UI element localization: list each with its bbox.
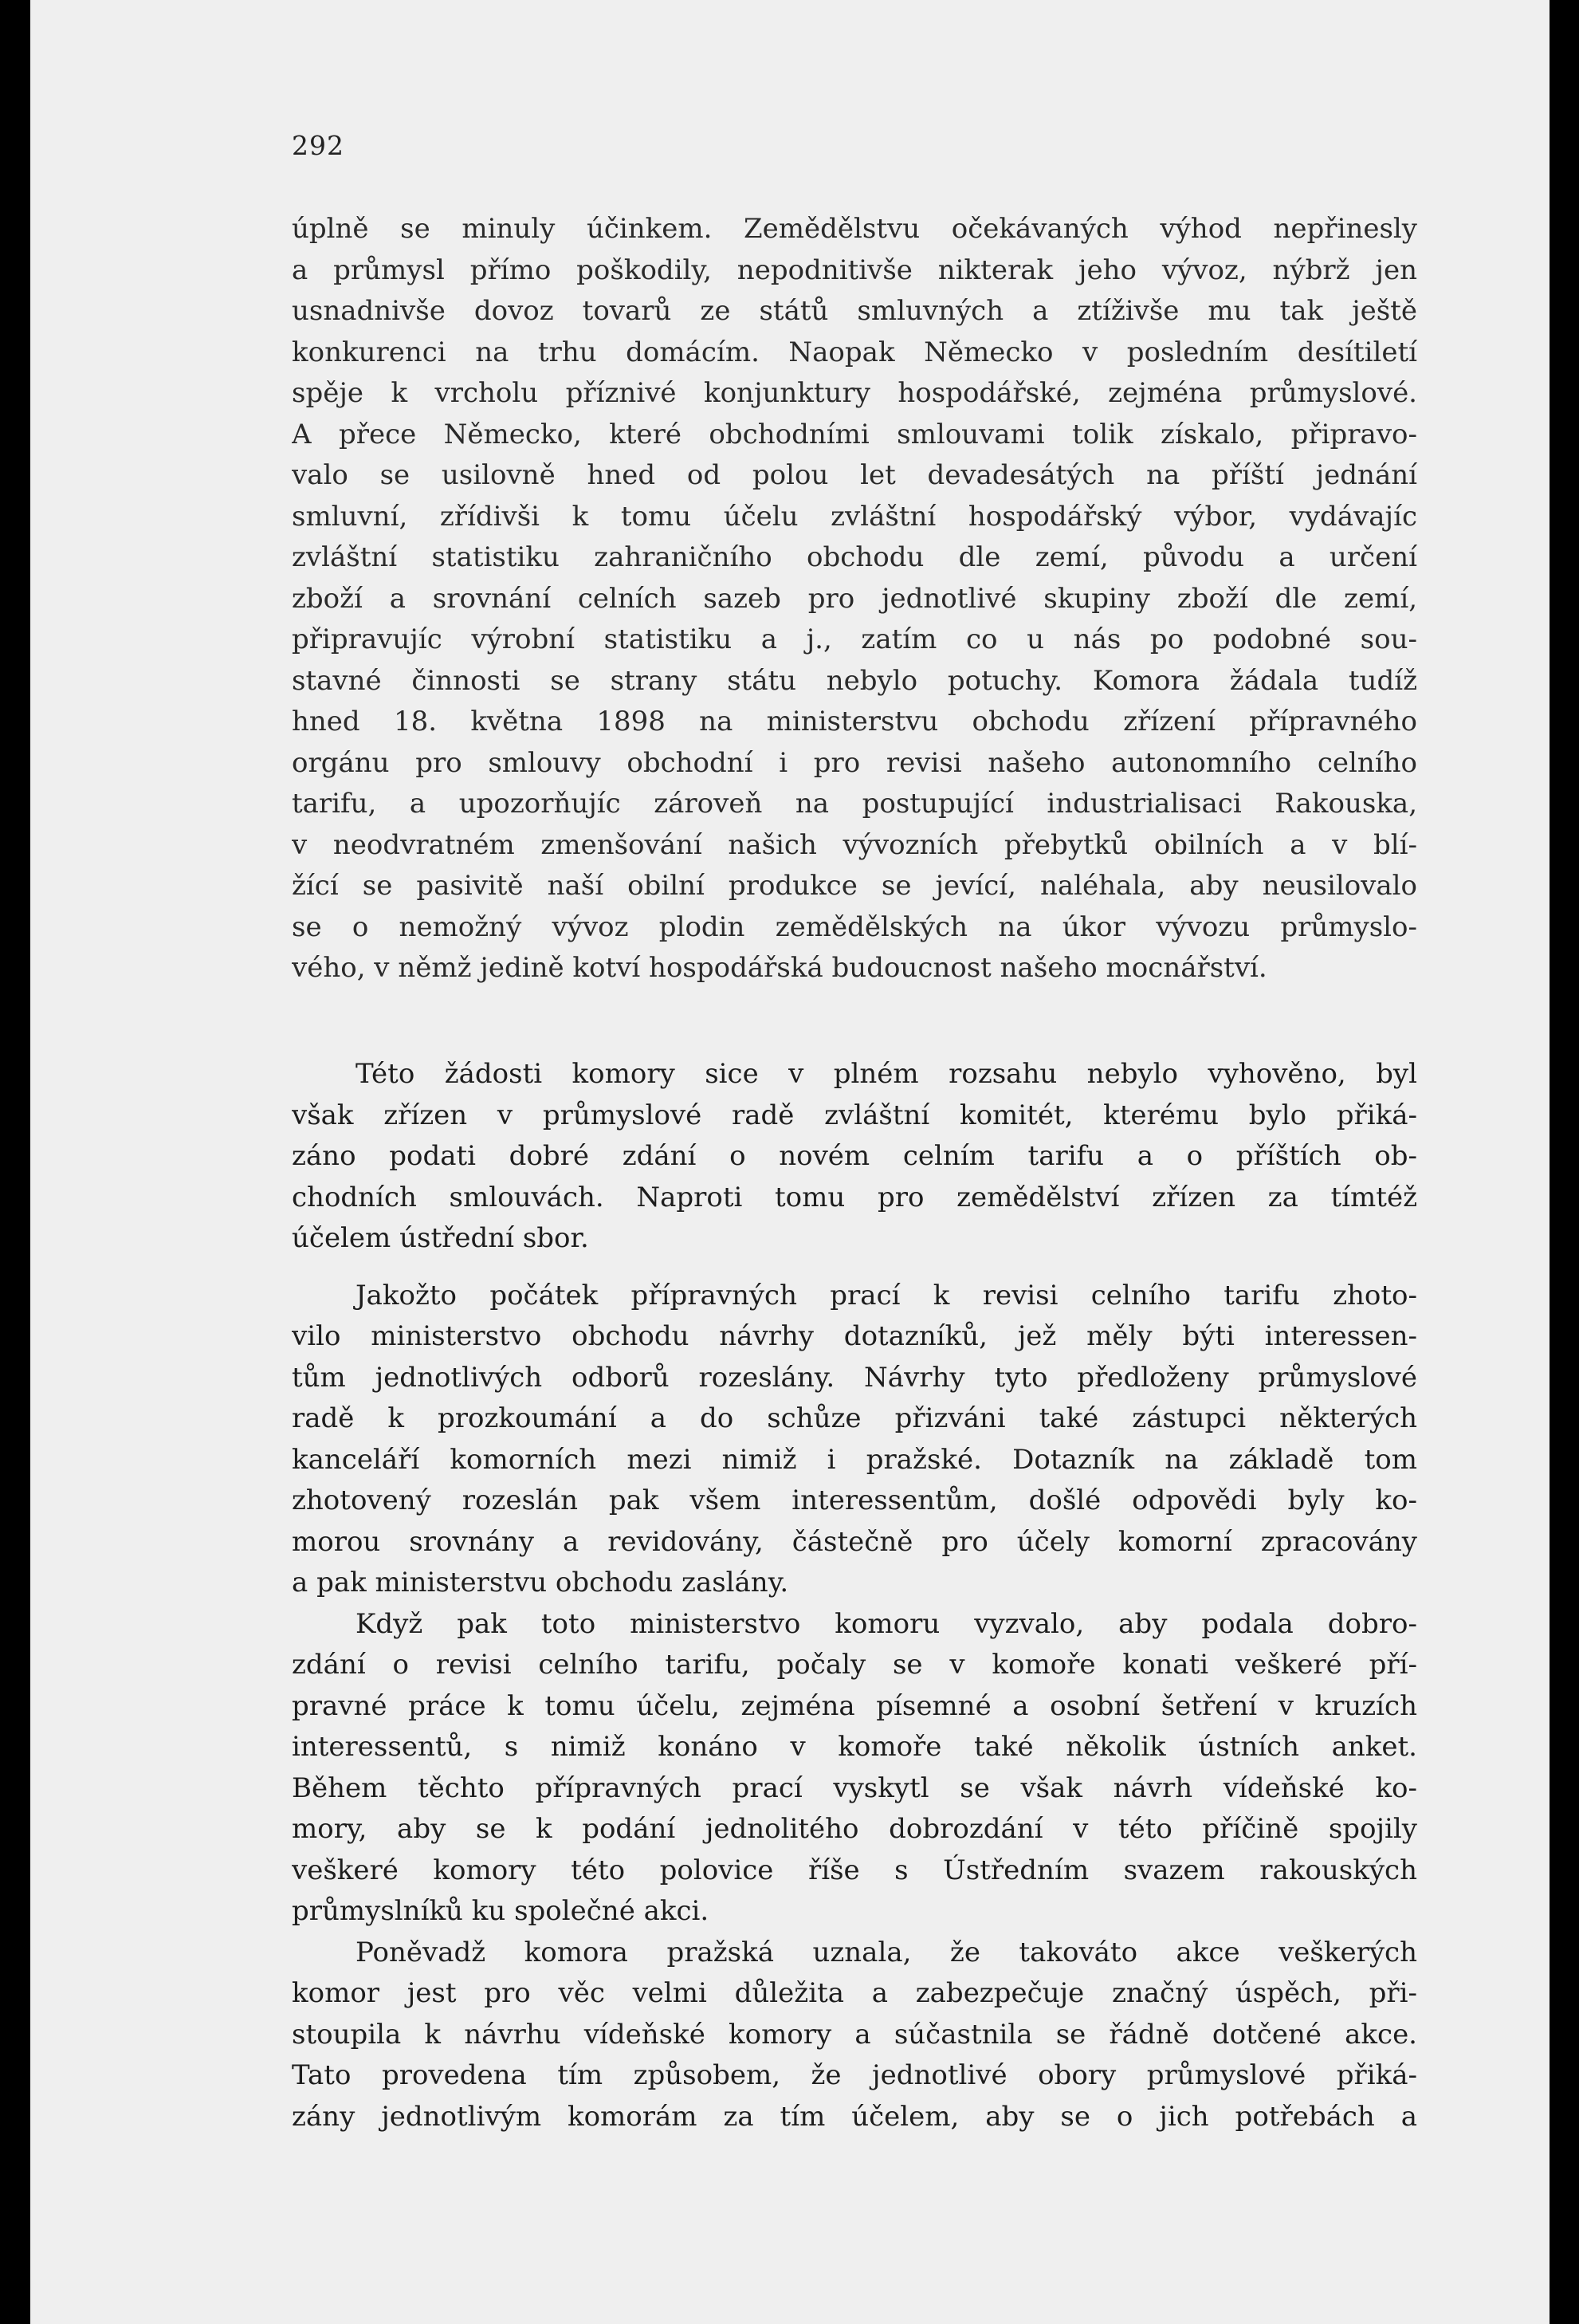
text-line: se o nemožný vývoz plodin zemědělských na úkor vývozu průmyslo- (292, 910, 1417, 943)
text-line: usnadnivše dovoz tovarů ze států smluvných a ztíživše mu tak ještě (292, 295, 1417, 327)
text-line: morou srovnány a revidovány, částečně pro účely komorní zpracovány (292, 1525, 1417, 1558)
text-line: radě k prozkoumání a do schůze přizváni také zástupci některých (292, 1402, 1417, 1434)
text-line: a pak ministerstvu obchodu zaslány. (292, 1567, 789, 1598)
paragraph-first-line: Poněvadž komora pražská uznala, že takováto akce veškerých (355, 1936, 1417, 1968)
text-line: v neodvratném zmenšování našich vývozních přebytků obilních a v blí- (292, 828, 1417, 861)
paragraph-first-line: Této žádosti komory sice v plném rozsahu nebylo vyhověno, byl (355, 1058, 1417, 1090)
paragraph-first-line: Když pak toto ministerstvo komoru vyzvalo, aby podala dobro- (355, 1607, 1417, 1640)
text-line: orgánu pro smlouvy obchodní i pro revisi našeho autonomního celního (292, 746, 1417, 779)
text-line: tarifu, a upozorňujíc zároveň na postupující industrialisaci Rakouska, (292, 788, 1417, 820)
text-line: průmyslníků ku společné akci. (292, 1895, 709, 1927)
text-line: účelem ústřední sbor. (292, 1222, 589, 1254)
text-line: mory, aby se k podání jednolitého dobrozdání v této příčině spojily (292, 1813, 1417, 1845)
text-line: zdání o revisi celního tarifu, počaly se v komoře konati veškeré pří- (292, 1649, 1417, 1681)
text-line: A přece Německo, které obchodními smlouvami tolik získalo, připravo- (292, 418, 1417, 450)
continued-paragraph (292, 209, 1417, 989)
text-line: kanceláří komorních mezi nimiž i pražské. Dotazník na základě tom (292, 1443, 1417, 1476)
body-text (292, 1054, 1417, 2137)
scanned-page (30, 0, 1550, 2324)
text-line: zboží a srovnání celních sazeb pro jednotlivé skupiny zboží dle zemí, (292, 582, 1417, 615)
text-line: tům jednotlivých odborů rozeslány. Návrhy tyto předloženy průmyslové (292, 1361, 1417, 1394)
text-line: interessentů, s nimiž konáno v komoře také několik ústních anket. (292, 1731, 1417, 1763)
text-line: Tato provedena tím způsobem, že jednotlivé obory průmyslové přiká- (292, 2059, 1417, 2091)
text-line: záno podati dobré zdání o novém celním tarifu a o příštích ob- (292, 1140, 1417, 1172)
text-line: a průmysl přímo poškodily, nepodnitivše nikterak jeho vývoz, nýbrž jen (292, 254, 1417, 286)
text-line: konkurenci na trhu domácím. Naopak Německo v posledním desítiletí (292, 336, 1417, 368)
text-line: stoupila k návrhu vídeňské komory a súčastnila se řádně dotčené akce. (292, 2018, 1417, 2051)
text-line: žící se pasivitě naší obilní produkce se jevící, naléhala, aby neusilovalo (292, 870, 1417, 902)
text-line: Během těchto přípravných prací vyskytl se však návrh vídeňské ko- (292, 1772, 1417, 1804)
text-line: spěje k vrcholu příznivé konjunktury hospodářské, zejména průmyslové. (292, 377, 1417, 409)
text-line: valo se usilovně hned od polou let devadesátých na příští jednání (292, 459, 1417, 491)
text-line: stavné činnosti se strany státu nebylo potuchy. Komora žádala tudíž (292, 664, 1417, 697)
text-line: úplně se minuly účinkem. Zemědělstvu očekávaných výhod nepřinesly (292, 213, 1417, 245)
paragraph-first-line: Jakožto počátek přípravných prací k revisi celního tarifu zhoto- (355, 1279, 1417, 1311)
page-number: 292 (292, 130, 344, 161)
text-line: připravujíc výrobní statistiku a j., zatím co u nás po podobné sou- (292, 623, 1417, 655)
text-line: však zřízen v průmyslové radě zvláštní komitét, kterému bylo přiká- (292, 1099, 1417, 1131)
text-line: hned 18. května 1898 na ministerstvu obchodu zřízení přípravného (292, 706, 1417, 737)
text-line: komor jest pro věc velmi důležita a zabezpečuje značný úspěch, při- (292, 1977, 1417, 2009)
text-line: chodních smlouvách. Naproti tomu pro zemědělství zřízen za tímtéž (292, 1181, 1417, 1213)
text-line: veškeré komory této polovice říše s Ústředním svazem rakouských (292, 1854, 1417, 1886)
text-line: zhotovený rozeslán pak všem interessentům, došlé odpovědi byly ko- (292, 1484, 1417, 1516)
text-line: smluvní, zřídivši k tomu účelu zvláštní hospodářský výbor, vydávajíc (292, 500, 1417, 533)
text-line: vilo ministerstvo obchodu návrhy dotazníků, jež měly býti interessen- (292, 1320, 1417, 1352)
text-line: vého, v němž jedině kotví hospodářská budoucnost našeho mocnářství. (292, 952, 1267, 984)
text-line: pravné práce k tomu účelu, zejména písemné a osobní šetření v kruzích (292, 1689, 1417, 1722)
text-line: zány jednotlivým komorám za tím účelem, aby se o jich potřebách a (292, 2100, 1417, 2133)
text-line: zvláštní statistiku zahraničního obchodu dle zemí, původu a určení (292, 541, 1417, 573)
